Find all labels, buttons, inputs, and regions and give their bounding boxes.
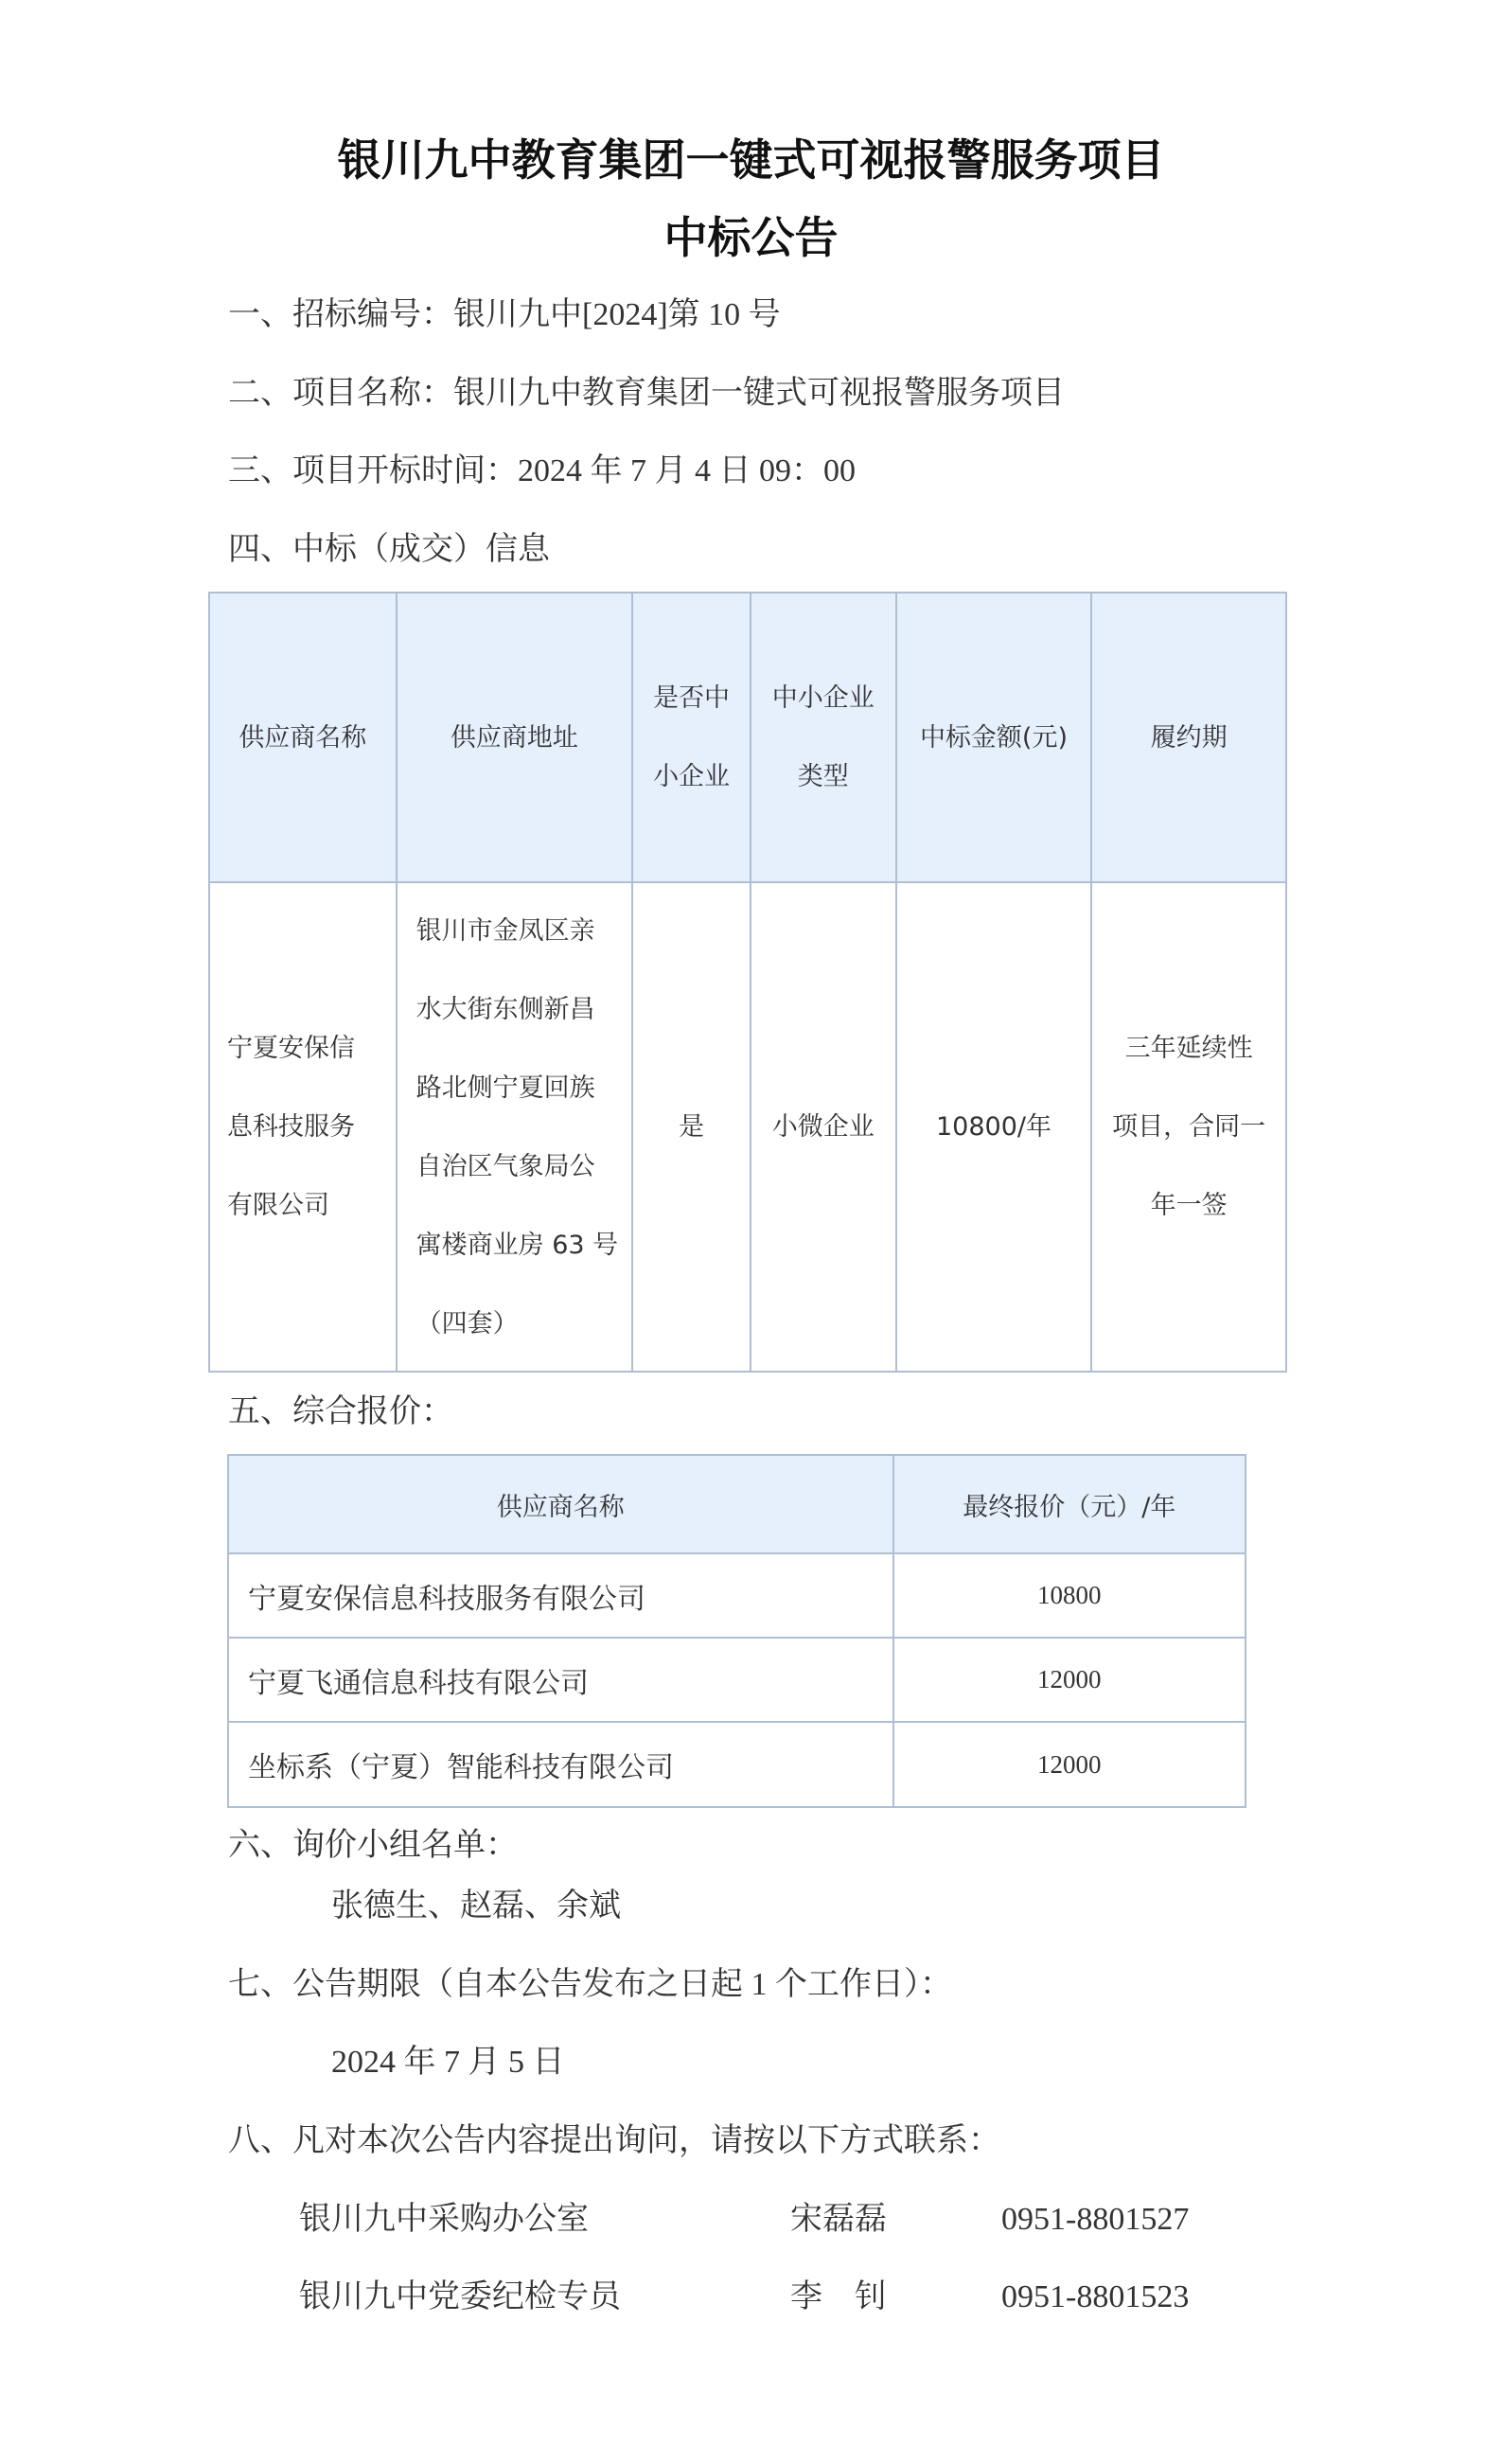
- panel-names: 张德生、赵磊、余斌: [331, 1888, 621, 1923]
- header-supplier-address: 供应商地址: [397, 593, 633, 882]
- text-line: 银川市金凤区亲: [415, 915, 595, 946]
- contact-person: 李 钊: [790, 2279, 887, 2314]
- table-row: [228, 1553, 1246, 1638]
- contact-phone: 0951-8801527: [1001, 2202, 1190, 2237]
- header-line: 类型: [797, 762, 849, 791]
- page-subtitle: 中标公告: [663, 212, 839, 263]
- text-line: 自治区气象局公: [415, 1151, 595, 1181]
- notice-date: 2024 年 7 月 5 日: [331, 2045, 565, 2080]
- contact-dept: 银川九中采购办公室: [299, 2202, 589, 2237]
- cell-amount: 10800/年: [896, 882, 1092, 1372]
- text-line: 息科技服务: [227, 1112, 355, 1142]
- text-line: 水大街东侧新昌: [415, 994, 595, 1024]
- contact-phone: 0951-8801523: [1001, 2279, 1190, 2314]
- cell-supplier-name: 宁夏飞通信息科技有限公司: [228, 1638, 893, 1722]
- section-notice-period: 七、公告期限（自本公告发布之日起 1 个工作日）：: [228, 1967, 952, 2002]
- header-supplier-name: 供应商名称: [228, 1455, 893, 1553]
- text-line: 宁夏安保信: [227, 1034, 355, 1063]
- award-table: [208, 592, 1287, 1373]
- cell-term: [1091, 882, 1286, 1372]
- header-line: 是否中: [653, 683, 731, 713]
- header-final-price: 最终报价（元）/年: [893, 1455, 1246, 1553]
- cell-price: 12000: [893, 1638, 1246, 1722]
- quote-table: [227, 1454, 1246, 1808]
- cell-supplier-name: [209, 882, 397, 1372]
- text-line: 有限公司: [227, 1191, 329, 1220]
- section-open-time: 三、项目开标时间：2024 年 7 月 4 日 09：00: [228, 453, 856, 488]
- cell-is-sme: 是: [632, 882, 751, 1372]
- table-row: [209, 882, 1286, 1372]
- cell-sme-type: 小微企业: [751, 882, 896, 1372]
- text-line: 寓楼商业房 63 号: [415, 1230, 619, 1260]
- header-sme-type: [751, 593, 896, 882]
- text-line: 项目，合同一: [1112, 1112, 1266, 1142]
- contact-dept: 银川九中党委纪检专员: [299, 2279, 621, 2314]
- text-line: 路北侧宁夏回族: [415, 1072, 595, 1103]
- section-project-name: 二、项目名称：银川九中教育集团一键式可视报警服务项目: [228, 376, 1065, 411]
- cell-price: 12000: [893, 1722, 1246, 1807]
- section-award-info: 四、中标（成交）信息: [228, 532, 550, 567]
- cell-supplier-address: [397, 882, 633, 1372]
- contact-person: 宋磊磊: [790, 2202, 887, 2237]
- page-title: 银川九中教育集团一键式可视报警服务项目: [337, 134, 1165, 186]
- text-line: 三年延续性: [1124, 1034, 1253, 1063]
- header-supplier-name: 供应商名称: [209, 593, 397, 882]
- quote-table-header: [228, 1455, 1246, 1553]
- header-line: 小企业: [653, 762, 731, 791]
- table-row: [228, 1638, 1246, 1722]
- header-amount: 中标金额(元): [896, 593, 1092, 882]
- text-line: 年一签: [1150, 1191, 1228, 1220]
- section-panel: 六、询价小组名单：: [228, 1828, 518, 1863]
- cell-supplier-name: 坐标系（宁夏）智能科技有限公司: [228, 1722, 893, 1807]
- header-is-sme: [632, 593, 751, 882]
- header-term: 履约期: [1091, 593, 1286, 882]
- table-row: [228, 1722, 1246, 1807]
- header-line: 中小企业: [771, 683, 875, 713]
- section-bid-number: 一、招标编号：银川九中[2024]第 10 号: [228, 297, 781, 332]
- cell-price: 10800: [893, 1553, 1246, 1638]
- section-quotes: 五、综合报价：: [228, 1394, 453, 1429]
- cell-supplier-name: 宁夏安保信息科技服务有限公司: [228, 1553, 893, 1638]
- text-line: （四套）: [415, 1308, 519, 1338]
- section-contact: 八、凡对本次公告内容提出询问，请按以下方式联系：: [228, 2123, 1000, 2158]
- award-table-header: [209, 593, 1286, 882]
